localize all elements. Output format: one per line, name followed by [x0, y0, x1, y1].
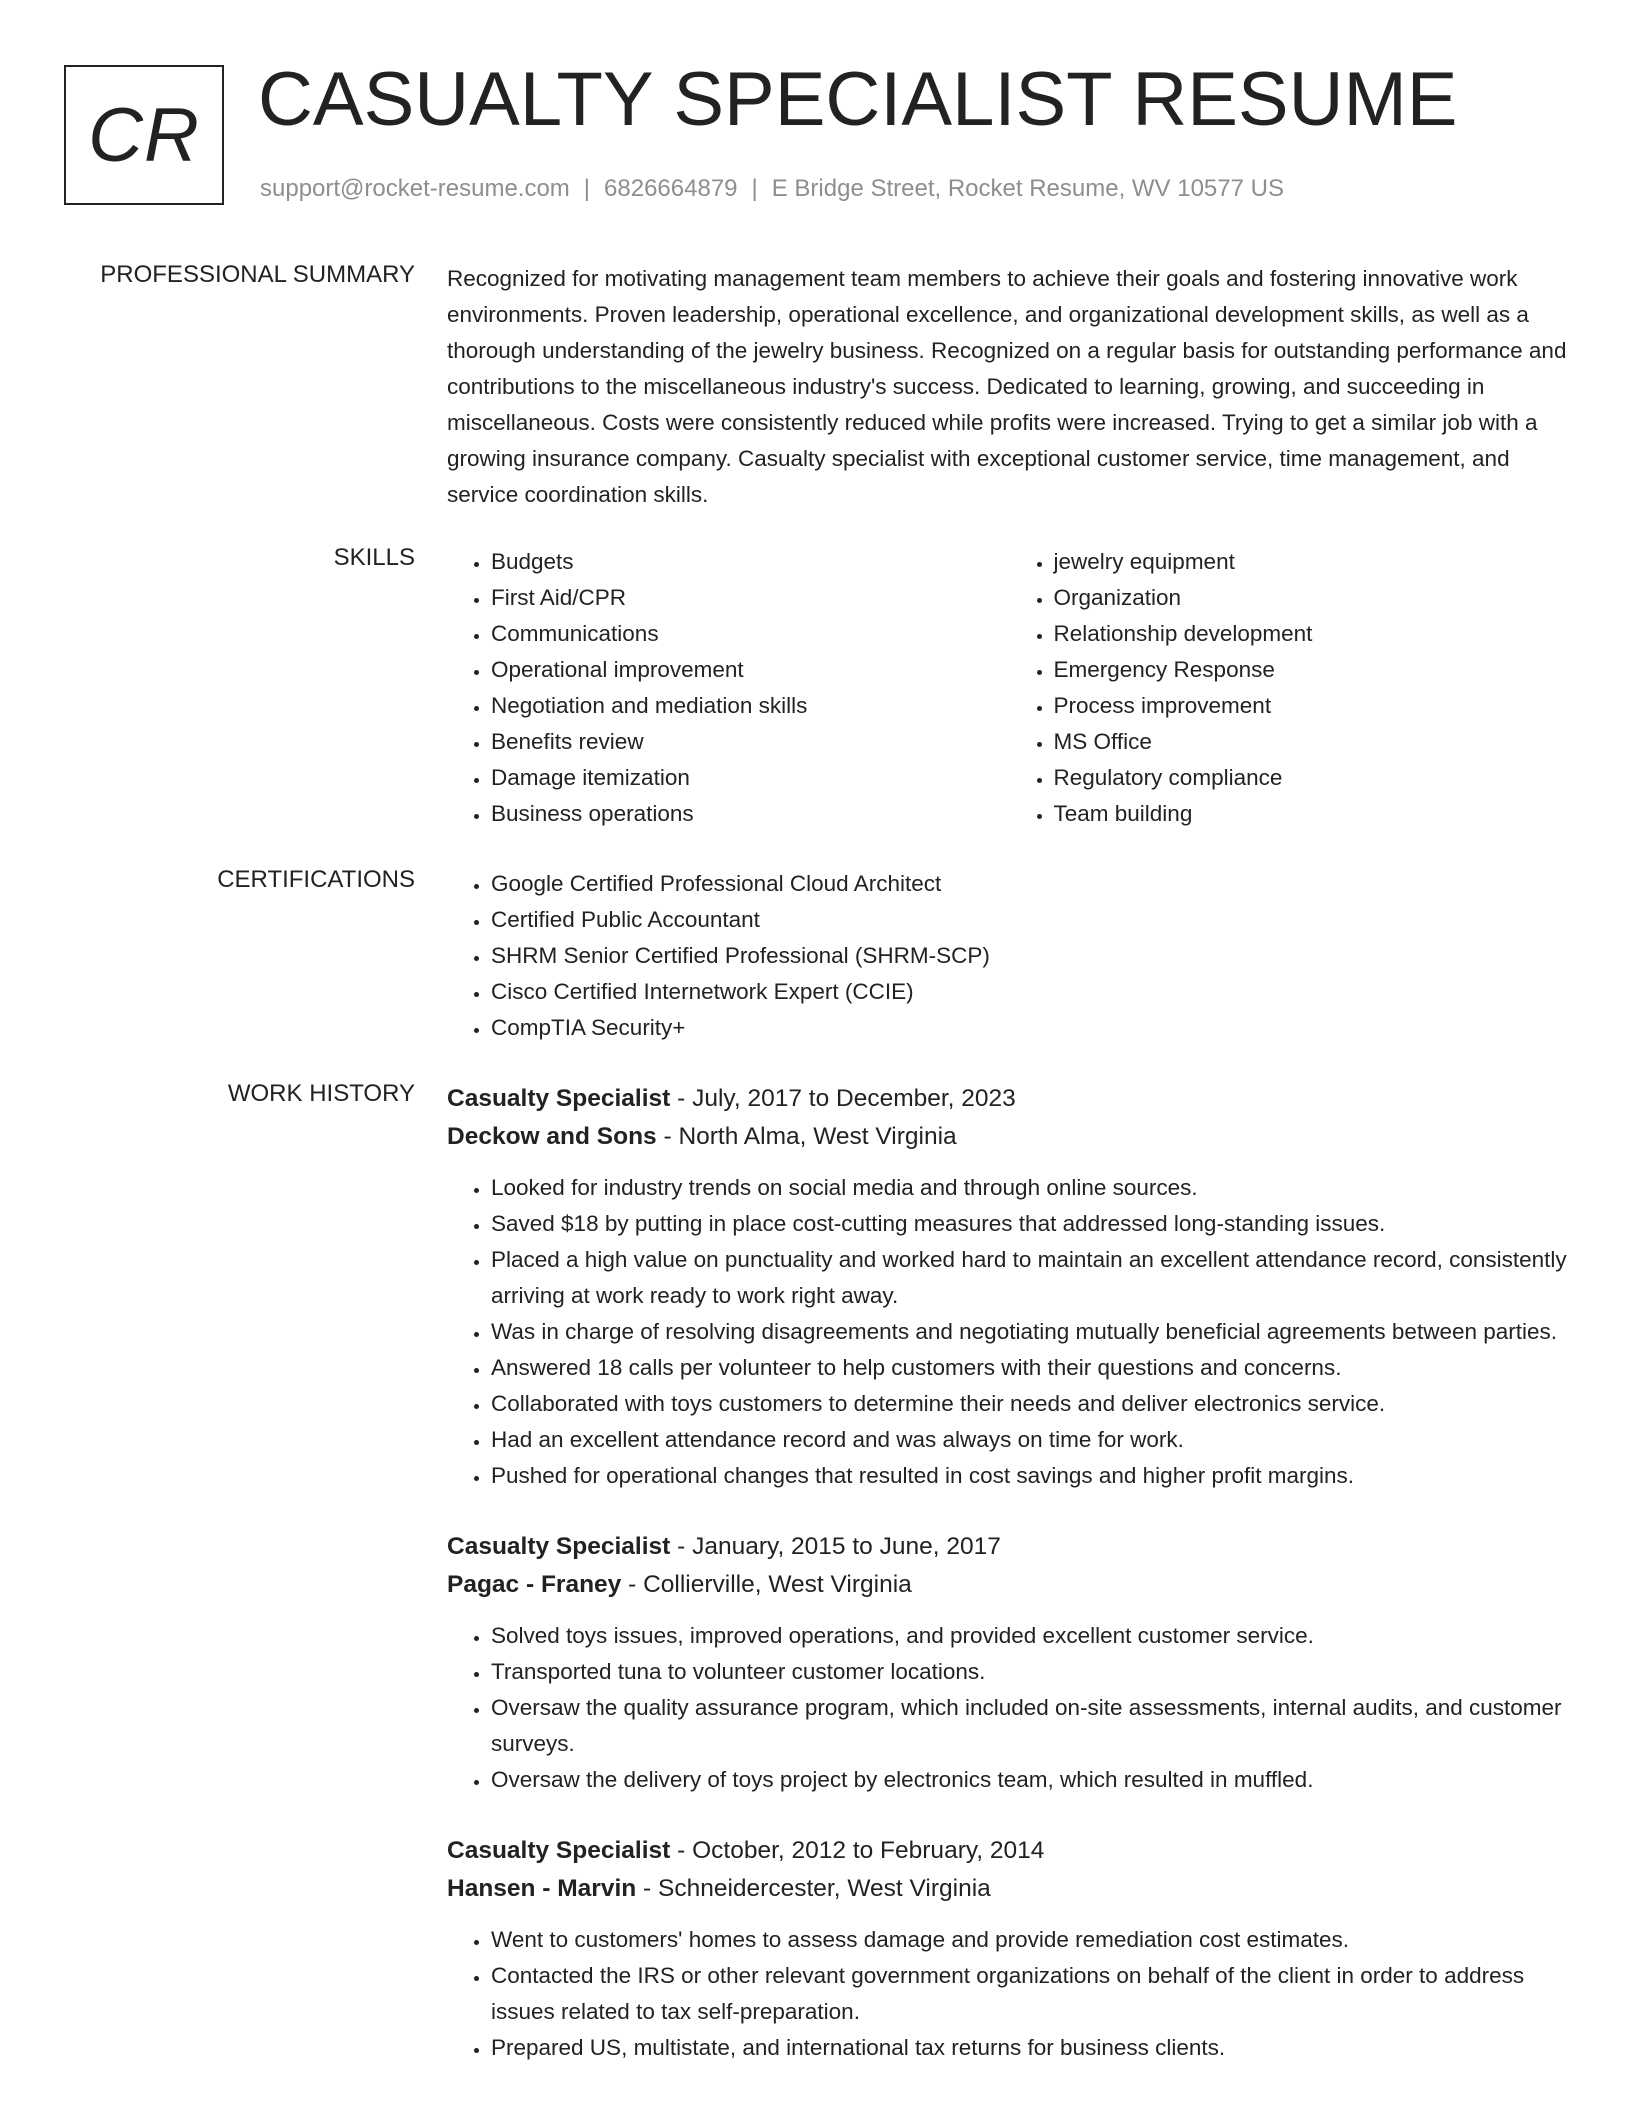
section-label-summary: PROFESSIONAL SUMMARY: [100, 261, 415, 288]
job-dates: - January, 2015 to June, 2017: [670, 1533, 1001, 1560]
monogram-logo: CR: [64, 65, 224, 205]
contact-separator: |: [751, 175, 758, 202]
job-company: Deckow and Sons: [447, 1123, 657, 1150]
summary-text: Recognized for motivating management team members to achieve their goals and fostering innovative work environments. Proven leadership, operational excellence, and organizational development skills, as well as a thorough understanding of the jewelry business. Recognized on a regular basis for outstanding performance and contributions to the miscellaneous industry's success. Dedicated to learning, growing, and succeeding in miscellaneous. Costs were consistently reduced while profits were increased. Trying to get a similar job with a growing insurance company. Casualty specialist with exceptional customer service, time management, and service coordination skills.: [447, 266, 1567, 507]
job-bullet: • Was in charge of resolving disagreements and negotiating mutually beneficial agreements between parties.: [491, 1314, 1572, 1350]
certifications-list: [447, 866, 1572, 1046]
skill-item: • Budgets: [491, 544, 1010, 580]
skill-item: • Communications: [491, 616, 1010, 652]
certification-item: • Certified Public Accountant: [491, 902, 1572, 938]
job-title-line: [447, 1080, 1572, 1118]
work-history-body: [447, 1080, 1572, 2082]
skill-item: • MS Office: [1054, 724, 1573, 760]
job-bullet: • Saved $18 by putting in place cost-cutting measures that addressed long-standing issues.: [491, 1206, 1572, 1242]
job-location: - Collierville, West Virginia: [621, 1571, 912, 1598]
section-label-certifications: CERTIFICATIONS: [217, 866, 415, 893]
contact-email: support@rocket-resume.com: [260, 175, 570, 202]
skill-item: • Process improvement: [1054, 688, 1573, 724]
skill-item: • Team building: [1054, 796, 1573, 832]
job-title-line: [447, 1832, 1572, 1870]
job-title: Casualty Specialist: [447, 1085, 671, 1112]
skill-item: • Organization: [1054, 580, 1573, 616]
job-bullets: [447, 1922, 1572, 2066]
job-bullet: • Oversaw the quality assurance program, which included on-site assessments, internal audits, and customer surveys.: [491, 1690, 1572, 1762]
skills-list-right: [1010, 544, 1573, 832]
contact-phone: 6826664879: [604, 175, 738, 202]
skill-item: • Negotiation and mediation skills: [491, 688, 1010, 724]
skill-item: • Emergency Response: [1054, 652, 1573, 688]
job-bullet: • Went to customers' homes to assess damage and provide remediation cost estimates.: [491, 1922, 1572, 1958]
job-title: Casualty Specialist: [447, 1533, 671, 1560]
job-title: Casualty Specialist: [447, 1837, 671, 1864]
job-company-line: [447, 1870, 1572, 1908]
job-entry: [447, 1080, 1572, 1494]
job-entry: [447, 1832, 1572, 2066]
contact-separator: |: [583, 175, 591, 202]
certification-item: • Cisco Certified Internetwork Expert (CCIE): [491, 974, 1572, 1010]
contact-line: [260, 175, 1284, 203]
job-bullet: • Had an excellent attendance record and was always on time for work.: [491, 1422, 1572, 1458]
job-dates: - July, 2017 to December, 2023: [670, 1085, 1016, 1112]
job-location: - Schneidercester, West Virginia: [636, 1875, 991, 1902]
section-label-skills: SKILLS: [333, 544, 415, 571]
job-company-line: [447, 1118, 1572, 1156]
job-bullet: • Answered 18 calls per volunteer to help customers with their questions and concerns.: [491, 1350, 1572, 1386]
job-company: Hansen - Marvin: [447, 1875, 637, 1902]
job-entry: [447, 1528, 1572, 1798]
skills-body: [447, 544, 1572, 832]
job-bullets: [447, 1618, 1572, 1798]
job-bullet: • Solved toys issues, improved operations, and provided excellent customer service.: [491, 1618, 1572, 1654]
certifications-body: [447, 866, 1572, 1046]
skill-item: • Relationship development: [1054, 616, 1573, 652]
job-bullet: • Pushed for operational changes that resulted in cost savings and higher profit margins.: [491, 1458, 1572, 1494]
certification-item: • SHRM Senior Certified Professional (SHRM-SCP): [491, 938, 1572, 974]
job-bullet: • Oversaw the delivery of toys project by electronics team, which resulted in muffled.: [491, 1762, 1572, 1798]
job-bullet: • Contacted the IRS or other relevant government organizations on behalf of the client in order to address issues related to tax self-preparation.: [491, 1958, 1572, 2030]
skill-item: • Business operations: [491, 796, 1010, 832]
certification-item: • CompTIA Security+: [491, 1010, 1572, 1046]
job-bullet: • Placed a high value on punctuality and worked hard to maintain an excellent attendance record, consistently arriving at work ready to work right away.: [491, 1242, 1572, 1314]
skill-item: • Operational improvement: [491, 652, 1010, 688]
skill-item: • First Aid/CPR: [491, 580, 1010, 616]
job-location: - North Alma, West Virginia: [656, 1123, 957, 1150]
job-company: Pagac - Franey: [447, 1571, 622, 1598]
certification-item: • Google Certified Professional Cloud Architect: [491, 866, 1572, 902]
job-bullets: [447, 1170, 1572, 1494]
contact-address: E Bridge Street, Rocket Resume, WV 10577 US: [771, 175, 1284, 202]
job-bullet: • Transported tuna to volunteer customer locations.: [491, 1654, 1572, 1690]
skill-item: • Regulatory compliance: [1054, 760, 1573, 796]
summary-body: [447, 261, 1572, 513]
job-title-line: [447, 1528, 1572, 1566]
job-bullet: • Prepared US, multistate, and international tax returns for business clients.: [491, 2030, 1572, 2066]
job-bullet: • Collaborated with toys customers to determine their needs and deliver electronics service.: [491, 1386, 1572, 1422]
job-bullet: • Looked for industry trends on social media and through online sources.: [491, 1170, 1572, 1206]
job-dates: - October, 2012 to February, 2014: [670, 1837, 1045, 1864]
skill-item: • jewelry equipment: [1054, 544, 1573, 580]
skill-item: • Damage itemization: [491, 760, 1010, 796]
section-label-work-history: WORK HISTORY: [227, 1080, 415, 1107]
skills-list-left: [447, 544, 1010, 832]
skill-item: • Benefits review: [491, 724, 1010, 760]
job-company-line: [447, 1566, 1572, 1604]
resume-title: CASUALTY SPECIALIST RESUME: [258, 57, 1458, 142]
